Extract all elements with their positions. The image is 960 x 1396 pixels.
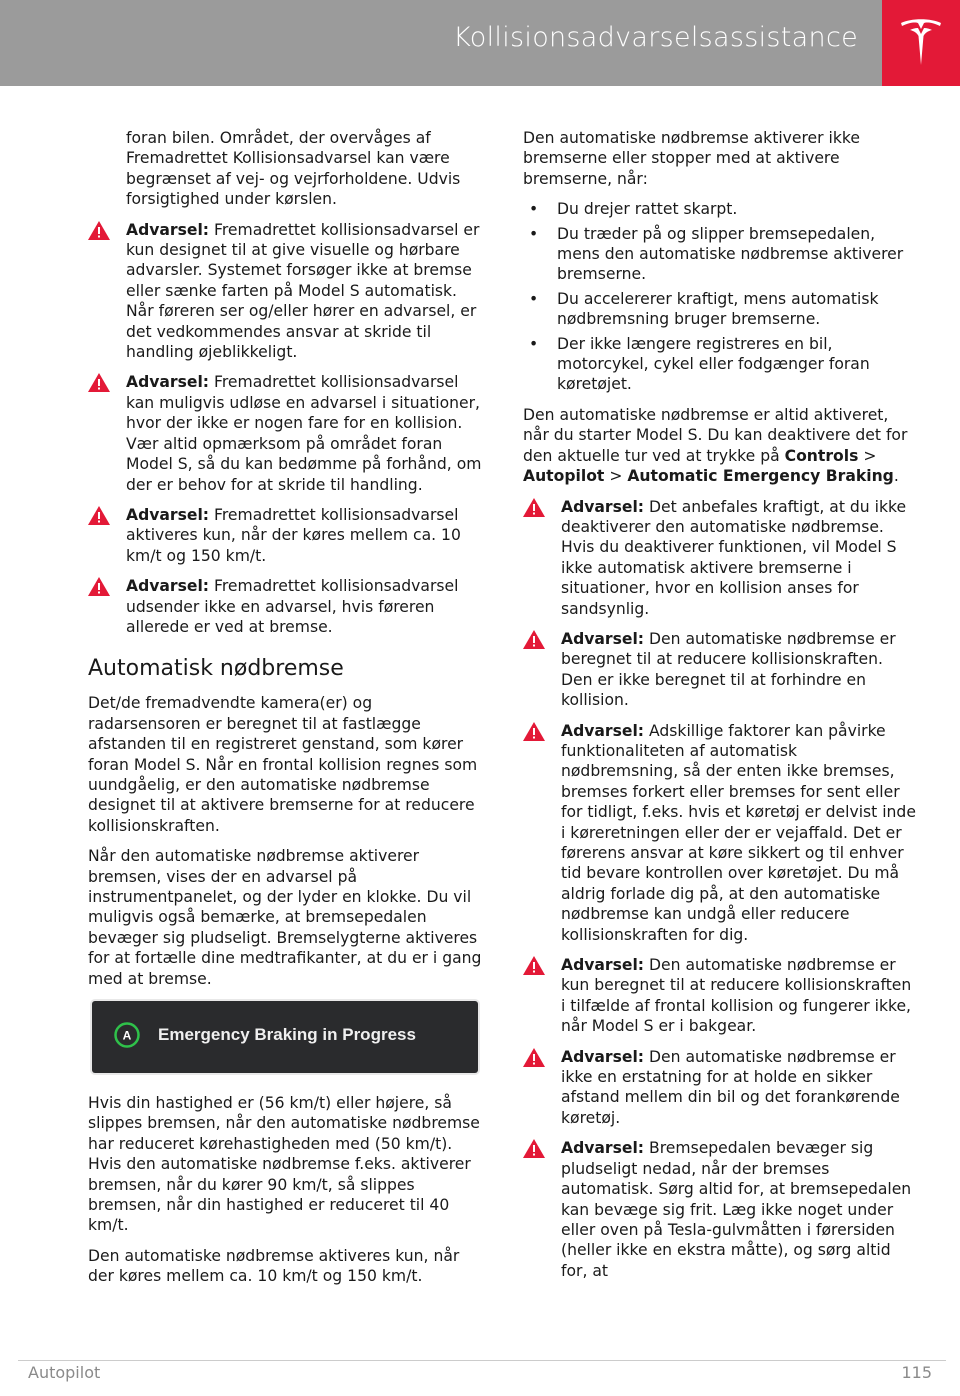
warning-label: Advarsel: [561,497,645,516]
warning-label: Advarsel: [561,1139,645,1158]
warning-label: Advarsel: [561,721,645,740]
warning-block [88,372,483,494]
warning-triangle-icon [523,1048,545,1067]
right-column [523,128,918,1291]
warning-block [523,629,918,711]
warning-block [523,1138,918,1281]
list-item: • Der ikke længere registreres en bil, motorcykel, cykel eller fodgænger foran køretøjet. [523,334,918,395]
warning-block [523,1047,918,1129]
body-paragraph: Når den automatiske nødbremse aktiverer bremsen, vises der en advarsel på instrumentpanelet, og der lyder en klokke. Du vil muligvis også bemærke, at bremsepedalen bevæger sig pludseligt. Bremselygterne aktiveres for at fortælle dine medtrafikanter, at du er i gang med at bremse. [88,847,482,988]
warning-label: Advarsel: [126,220,210,239]
body-paragraph: Hvis din hastighed er (56 km/t) eller højere, så slippes bremsen, når den automatiske nødbremse har reduceret kørehastigheden med (50 km/t). Hvis den automatiske nødbremse f.eks. aktiverer bremsen, når du kører 90 km/t, så slippes bremsen, når din hastighed er reduceret til 40 km/t. [88,1094,480,1235]
warning-label: Advarsel: [561,956,645,975]
warning-triangle-icon [88,506,110,525]
footer-divider [18,1360,946,1361]
warning-triangle-icon [523,722,545,741]
autopilot-alert-icon [114,1022,140,1048]
warning-label: Advarsel: [561,1047,645,1066]
warning-text: Adskillige faktorer kan påvirke funktionaliteten af automatisk nødbremsning, så der enten ikke bremses, bremses forkert eller bremses for sent eller for tidligt, f.eks. hvis et køretøj er delvist inde i køreretningen eller der er vejaffald. Det er førerens ansvar at køre sikkert og til enhver tid bevare kontrollen over køretøjet. Du må aldrig forlade dig på, at den automatiske nødbremse kan undgå eller reducere kollisionskraften for dig. [561,721,916,944]
banner-icon-letter: A [122,1028,132,1043]
menu-separator: > [604,467,628,486]
body-paragraph [523,405,918,487]
warning-text: Det anbefales kraftigt, at du ikke deaktiverer den automatiske nødbremse. Hvis du deaktiverer funktionen, vil Model S ikke automatisk aktivere bremserne i situationer, hvor en kollision anses for sandsynlig. [561,497,907,618]
footer-section: Autopilot [28,1363,101,1382]
warning-triangle-icon [88,373,110,392]
warning-label: Advarsel: [126,505,210,524]
menu-path-aeb: Automatic Emergency Braking [627,467,894,486]
warning-block [523,955,918,1037]
warning-triangle-icon [523,630,545,649]
body-text: Den automatiske nødbremse er altid aktiveret, når du starter Model S. Du kan deaktivere det for den aktuelle tur ved at trykke på [523,405,908,465]
warning-block [523,721,918,945]
list-item: • Du accelererer kraftigt, mens automatisk nødbremsning bruger bremserne. [523,289,918,330]
warning-text: Fremadrettet kollisionsadvarsel kan muligvis udløse en advarsel i situationer, hvor der ikke er nogen fare for en kollision. Vær altid opmærksom på området foran Model S, så du kan bedømme på forhånd, om der er behov for at skride til handling. [126,373,482,494]
warning-label: Advarsel: [126,577,210,596]
warning-text: Den automatiske nødbremse er kun beregnet til at reducere kollisionskraften i tilfælde af frontal kollision og fungerer ikke, når Model S er i bakgear. [561,956,912,1036]
page-number: 115 [901,1363,932,1382]
warning-triangle-icon [88,577,110,596]
section-heading: Automatisk nødbremse [88,656,344,682]
warning-triangle-icon [523,498,545,517]
warning-text: Den automatiske nødbremse er beregnet til at reducere kollisionskraften. Den er ikke beregnet til at forhindre en kollision. [561,629,896,710]
page-title: Kollisionsadvarselsassistance [453,22,858,53]
warning-label: Advarsel: [126,373,210,392]
body-paragraph: Den automatiske nødbremse aktiveres kun, når der køres mellem ca. 10 km/t og 150 km/t. [88,1246,460,1286]
warning-text: Fremadrettet kollisionsadvarsel aktiveres kun, når der køres mellem ca. 10 km/t og 150 km/t. [126,505,461,565]
warning-block [88,220,483,363]
tesla-logo [882,0,960,86]
body-paragraph: Den automatiske nødbremse aktiverer ikke bremserne eller stopper med at aktivere bremserne, når: [523,129,860,188]
warning-text: Fremadrettet kollisionsadvarsel udsender ikke en advarsel, hvis føreren allerede er ved at bremse. [126,577,459,636]
menu-path-autopilot: Autopilot [523,467,605,486]
menu-path-end: . [893,467,899,486]
warning-triangle-icon [88,221,110,240]
left-column [88,128,483,1297]
warning-triangle-icon [523,1139,545,1158]
warning-label: Advarsel: [561,629,645,648]
warning-triangle-icon [523,956,545,975]
menu-path-controls: Controls [784,446,859,465]
list-item: • Du drejer rattet skarpt. [523,199,918,219]
warning-block [88,576,483,637]
warning-text: Bremsepedalen bevæger sig pludseligt nedad, når der bremses automatisk. Sørg altid for, at bremsepedalen kan bevæge sig frit. Læg ikke noget under eller oven på Tesla-gulvmåtten i førersiden (heller ikke en ekstra måtte), og sørg altid for, at [561,1139,912,1280]
warning-block [523,497,918,619]
body-paragraph: Det/de fremadvendte kamera(er) og radarsensoren er beregnet til at fastlægge afstanden til en registreret genstand, som kører foran Model S. Når en frontal kollision regnes som uundgåelig, er den automatiske nødbremse designet til at aktivere bremserne for at reducere kollisionskraften. [88,694,478,835]
banner-text: Emergency Braking in Progress [158,1025,416,1045]
warning-text: Den automatiske nødbremse er ikke en erstatning for at holde en sikker afstand mellem din bil og det forankørende køretøj. [561,1047,900,1127]
intro-paragraph: foran bilen. Området, der overvåges af Fremadrettet Kollisionsadvarsel kan være begrænset af vej- og vejrforholdene. Udvis forsigtighed under kørslen. [126,129,461,209]
emergency-braking-banner [92,1001,478,1073]
warning-block [88,505,483,566]
menu-separator: > [858,446,877,465]
warning-text: Fremadrettet kollisionsadvarsel er kun designet til at give visuelle og hørbare advarsler. Systemet forsøger ikke at bremse eller sænke farten på Model S automatisk. Når føreren ser og/eller hører en advarsel, er det vedkommendes ansvar at skride til handling øjeblikkeligt. [126,220,480,362]
list-item: • Du træder på og slipper bremsepedalen, mens den automatiske nødbremse aktiverer bremserne. [523,224,918,285]
page-header [0,0,960,86]
bullet-list [523,199,918,395]
tesla-logo-icon [899,17,943,67]
